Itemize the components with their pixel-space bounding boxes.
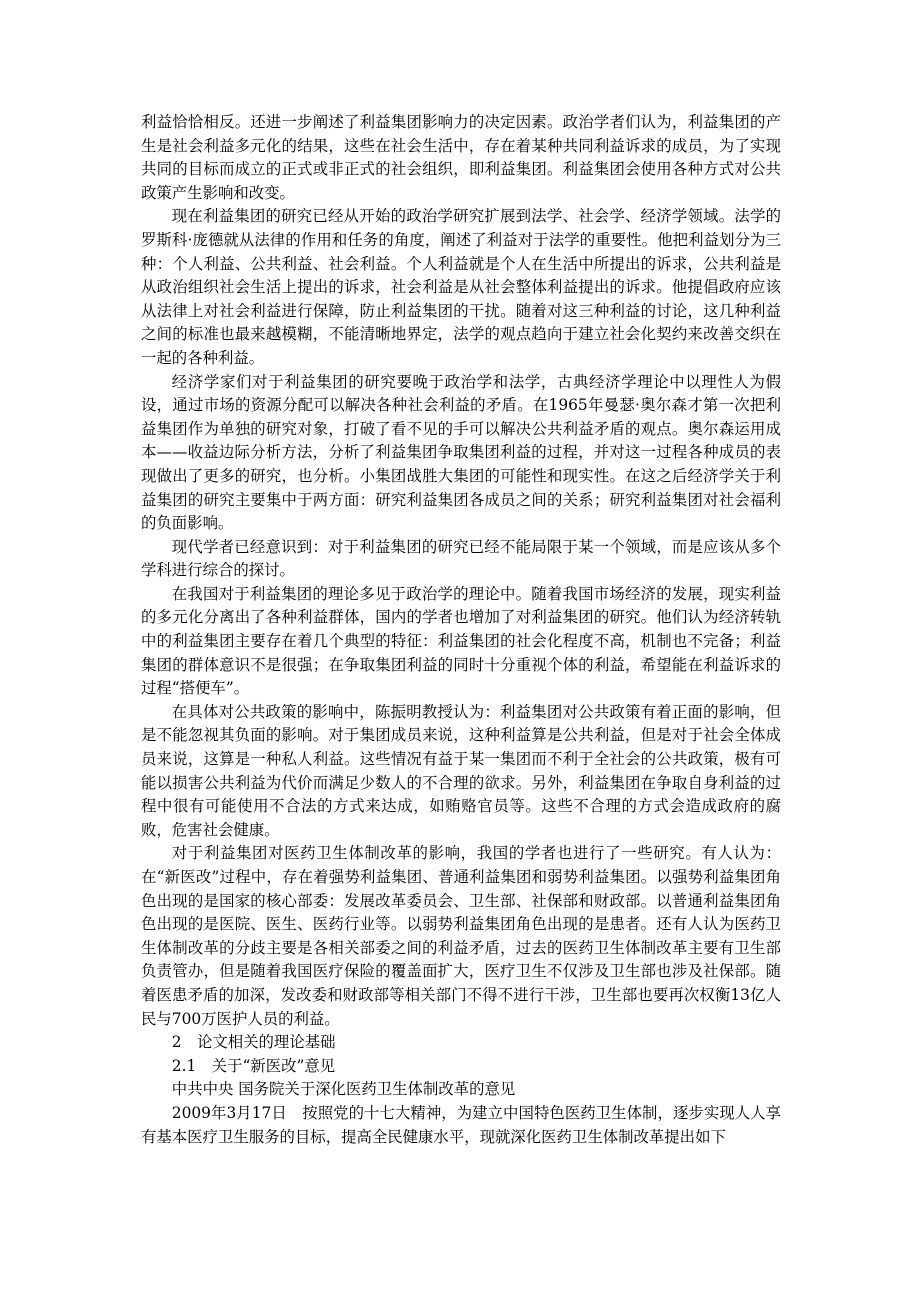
paragraph-1: 利益恰恰相反。还进一步阐述了利益集团影响力的决定因素。政治学者们认为，利益集团的产生是社会利益多元化的结果，这些在社会生活中，存在着某种共同利益诉求的成员，为了实现共同的目标而成立的正式或非正式的社会组织，即利益集团。利益集团会使用各种方式对公共政策产生影响和改变。 bbox=[141, 113, 781, 202]
paragraph-date-intro: 2009年3月17日 按照党的十七大精神，为建立中国特色医药卫生体制，逐步实现人人享有基本医疗卫生服务的目标，提高全民健康水平，现就深化医药卫生体制改革提出如下 bbox=[141, 1103, 781, 1146]
paragraph-3: 经济学家们对于利益集团的研究要晚于政治学和法学，古典经济学理论中以理性人为假设，通过市场的资源分配可以解决各种社会利益的矛盾。在1965年曼瑟·奥尔森才第一次把利益集团作为单独的研究对象，打破了看不见的手可以解决公共利益矛盾的观点。奥尔森运用成本——收益边际分析方法，分析了利益集团争取集团利益的过程，并对这一过程各种成员的表现做出了更多的研究，也分析。小集团战胜大集团的可能性和现实性。在这之后经济学关于利益集团的研究主要集中于两方面：研究利益集团各成员之间的关系；研究利益集团对社会福利的负面影响。 bbox=[141, 372, 781, 533]
paragraph-5: 在我国对于利益集团的理论多见于政治学的理论中。随着我国市场经济的发展，现实利益的多元化分离出了各种利益群体，国内的学者也增加了对利益集团的研究。他们认为经济转轨中的利益集团主要存在着几个典型的特征：利益集团的社会化程度不高，机制也不完备；利益集团的群体意识不是很强；在争取集团利益的同时十分重视个体的利益，希望能在利益诉求的过程“搭便车”。 bbox=[141, 584, 781, 698]
paragraph-4: 现代学者已经意识到：对于利益集团的研究已经不能局限于某一个领域，而是应该从多个学科进行综合的探讨。 bbox=[141, 537, 781, 580]
document-title-line: 中共中央 国务院关于深化医药卫生体制改革的意见 bbox=[171, 1080, 516, 1099]
section-heading-2-1: 2.1 关于“新医改”意见 bbox=[171, 1056, 336, 1075]
section-heading-2: 2 论文相关的理论基础 bbox=[171, 1033, 336, 1052]
paragraph-6: 在具体对公共政策的影响中，陈振明教授认为：利益集团对公共政策有着正面的影响，但是不能忽视其负面的影响。对于集团成员来说，这种利益算是公共利益，但是对于社会全体成员来说，这算是一种私人利益。这些情况有益于某一集团而不利于全社会的公共政策，极有可能以损害公共利益为代价而满足少数人的不合理的欲求。另外，利益集团在争取自身利益的过程中很有可能使用不合法的方式来达成，如贿赂官员等。这些不合理的方式会造成政府的腐败，危害社会健康。 bbox=[141, 702, 781, 839]
paragraph-7: 对于利益集团对医药卫生体制改革的影响，我国的学者也进行了一些研究。有人认为：在“新医改”过程中，存在着强势利益集团、普通利益集团和弱势利益集团。以强势利益集团角色出现的是国家的核心部委：发展改革委员会、卫生部、社保部和财政部。以普通利益集团角色出现的是医院、医生、医药行业等。以弱势利益集团角色出现的是患者。还有人认为医药卫生体制改革的分歧主要是各相关部委之间的利益矛盾，过去的医药卫生体制改革主要有卫生部负责管办，但是随着我国医疗保险的覆盖面扩大，医疗卫生不仅涉及卫生部也涉及社保部。随着医患矛盾的加深，发改委和财政部等相关部门不得不进行干涉，卫生部也要再次权衡13亿人民与700万医护人员的利益。 bbox=[141, 844, 781, 1028]
document-body bbox=[141, 111, 781, 1149]
paragraph-2: 现在利益集团的研究已经从开始的政治学研究扩展到法学、社会学、经济学领域。法学的罗斯科·庞德就从法律的作用和任务的角度，阐述了利益对于法学的重要性。他把利益划分为三种：个人利益、公共利益、社会利益。个人利益就是个人在生活中所提出的诉求，公共利益是从政治组织社会生活上提出的诉求，社会利益是从社会整体利益提出的诉求。他提倡政府应该从法律上对社会利益进行保障，防止利益集团的干扰。随着对这三种利益的讨论，这几种利益之间的标准也最来越模糊，不能清晰地界定，法学的观点趋向于建立社会化契约来改善交织在一起的各种利益。 bbox=[141, 207, 781, 367]
